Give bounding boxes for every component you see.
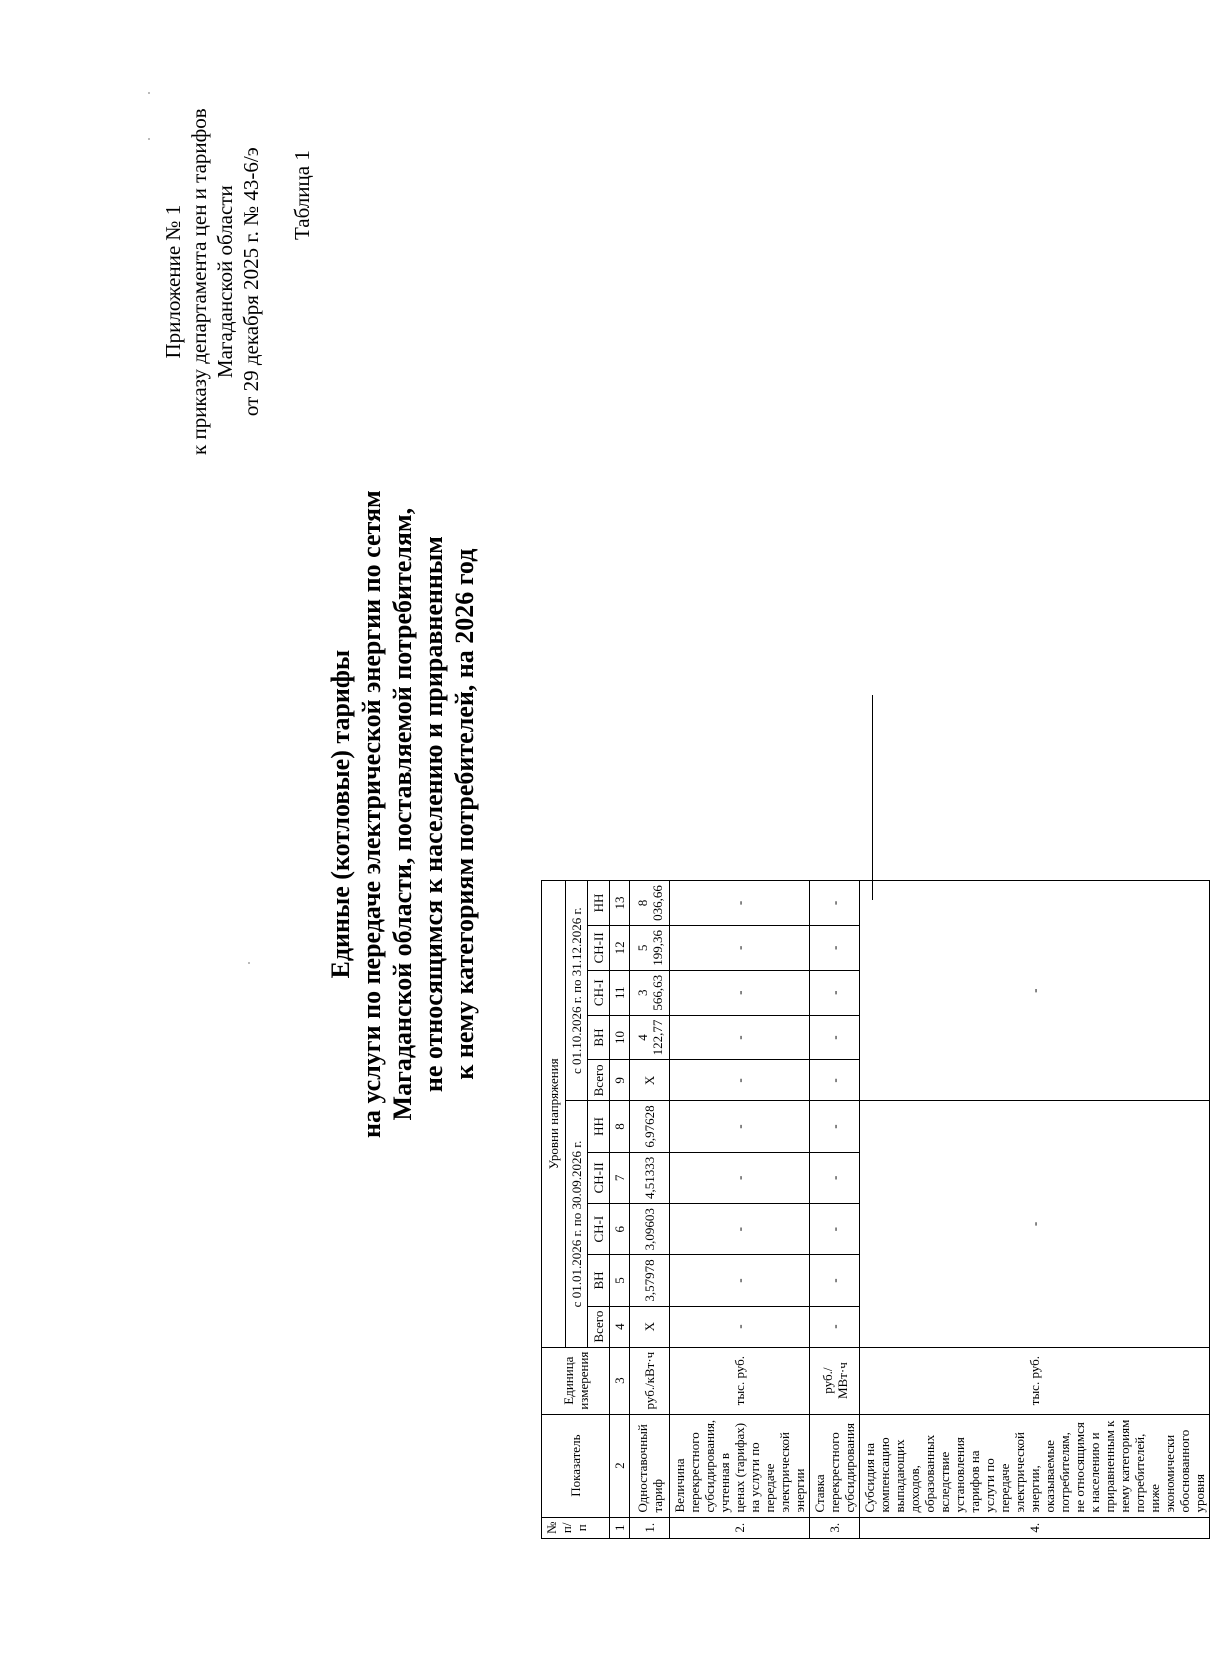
column-number: 11 [610,970,630,1015]
row-num: 4. [860,1517,1210,1538]
row-indicator: Ставка перекрестного субсидирования [810,1414,860,1517]
appendix-block [160,108,264,455]
row-num: 1. [630,1517,670,1538]
value-cell: 3,09603 [630,1204,670,1255]
table-row [670,881,810,1539]
column-number: 9 [610,1060,630,1101]
tariff-table-wrapper [541,880,1210,1539]
title-line: к нему категориям потребителей, на 2026 год [450,548,479,1080]
signature-line [872,695,873,900]
scan-speck [248,962,250,964]
title-line: Единые (котловые) тарифы [326,649,355,979]
header-voltage-levels: Уровни напряжения [542,881,566,1348]
value-cell: 4,51333 [630,1152,670,1203]
value-cell: - [810,1015,860,1060]
value-cell: 6,97628 [630,1101,670,1152]
value-cell: - [810,1204,860,1255]
value-cell: - [810,1152,860,1203]
scan-speck [148,138,150,140]
subheader-cell: НН [588,1101,610,1152]
value-cell: X [630,1060,670,1101]
subheader-cell: ВН [588,1015,610,1060]
subheader-cell: СН-I [588,1204,610,1255]
subheader-cell: ВН [588,1255,610,1306]
value-cell: - [670,1152,810,1203]
document-title [325,490,480,1138]
subheader-cell: Всего [588,1306,610,1347]
value-cell: - [670,1255,810,1306]
row-num: 3. [810,1517,860,1538]
title-line: на услуги по передаче электрической энергии по сетям [357,490,386,1138]
value-cell-period-1: - [860,1101,1210,1347]
column-number: 2 [610,1414,630,1517]
tariff-table [541,880,1210,1539]
header-unit: Единица измерения [542,1347,610,1414]
value-cell: - [810,970,860,1015]
appendix-line: к приказу департамента цен и тарифов [187,108,211,455]
header-period-1: с 01.01.2026 г. по 30.09.2026 г. [566,1101,588,1347]
value-cell: 3,57978 [630,1255,670,1306]
value-cell: - [810,881,860,926]
row-unit: руб./кВт·ч [630,1347,670,1414]
column-number: 12 [610,925,630,970]
column-number: 13 [610,881,630,926]
row-indicator: Одноставочный тариф [630,1414,670,1517]
title-line: Магаданской области, поставляемой потребителям, [388,507,417,1121]
value-cell: - [810,925,860,970]
row-indicator: Субсидия на компенсацию выпадающих доходов, образованных вследствие установления тарифов на услуги по передаче электрической энергии, оказываемые потребителям, не относящимся к населению и приравненным к нему категориям потребителей, ниже экономически обоснованного уровня [860,1414,1210,1517]
column-number: 1 [610,1517,630,1538]
value-cell: - [810,1060,860,1101]
column-number: 10 [610,1015,630,1060]
header-num: № п/п [542,1517,610,1538]
column-number: 7 [610,1152,630,1203]
subheader-cell: Всего [588,1060,610,1101]
value-cell: - [670,970,810,1015]
subheader-cell: СН-II [588,1152,610,1203]
value-cell: 4 122,77 [630,1015,670,1060]
header-indicator: Показатель [542,1414,610,1517]
value-cell: - [670,1306,810,1347]
column-number: 4 [610,1306,630,1347]
row-unit: руб./МВт·ч [810,1347,860,1414]
value-cell: - [670,881,810,926]
column-number: 5 [610,1255,630,1306]
value-cell: - [810,1255,860,1306]
table-number: Таблица 1 [290,150,314,240]
subheader-cell: НН [588,881,610,926]
value-cell: - [670,925,810,970]
value-cell: - [810,1306,860,1347]
table-row [860,881,1210,1539]
row-num: 2. [670,1517,810,1538]
value-cell: - [670,1101,810,1152]
value-cell: - [670,1204,810,1255]
value-cell: 8 036,66 [630,881,670,926]
value-cell-period-2: - [860,881,1210,1101]
column-number: 6 [610,1204,630,1255]
header-period-2: с 01.10.2026 г. по 31.12.2026 г. [566,881,588,1101]
value-cell: 3 566,63 [630,970,670,1015]
value-cell: X [630,1306,670,1347]
column-number-row [610,881,630,1539]
value-cell: - [670,1015,810,1060]
subheader-cell: СН-I [588,970,610,1015]
row-unit: тыс. руб. [860,1347,1210,1414]
column-number: 3 [610,1347,630,1414]
value-cell: - [810,1101,860,1152]
table-row [810,881,860,1539]
appendix-line: Приложение № 1 [161,204,185,359]
value-cell: 5 199,36 [630,925,670,970]
subheader-cell: СН-II [588,925,610,970]
column-number: 8 [610,1101,630,1152]
title-line: не относящимся к населению и приравненным [419,536,448,1093]
table-row [630,881,670,1539]
value-cell: - [670,1060,810,1101]
scan-speck [148,92,150,94]
row-unit: тыс. руб. [670,1347,810,1414]
appendix-line: от 29 декабря 2025 г. № 43-6/э [239,147,263,417]
row-indicator: Величина перекрестного субсидирования, учтенная в ценах (тарифах) на услуги по передаче электрической энергии [670,1414,810,1517]
appendix-line: Магаданской области [213,185,237,379]
